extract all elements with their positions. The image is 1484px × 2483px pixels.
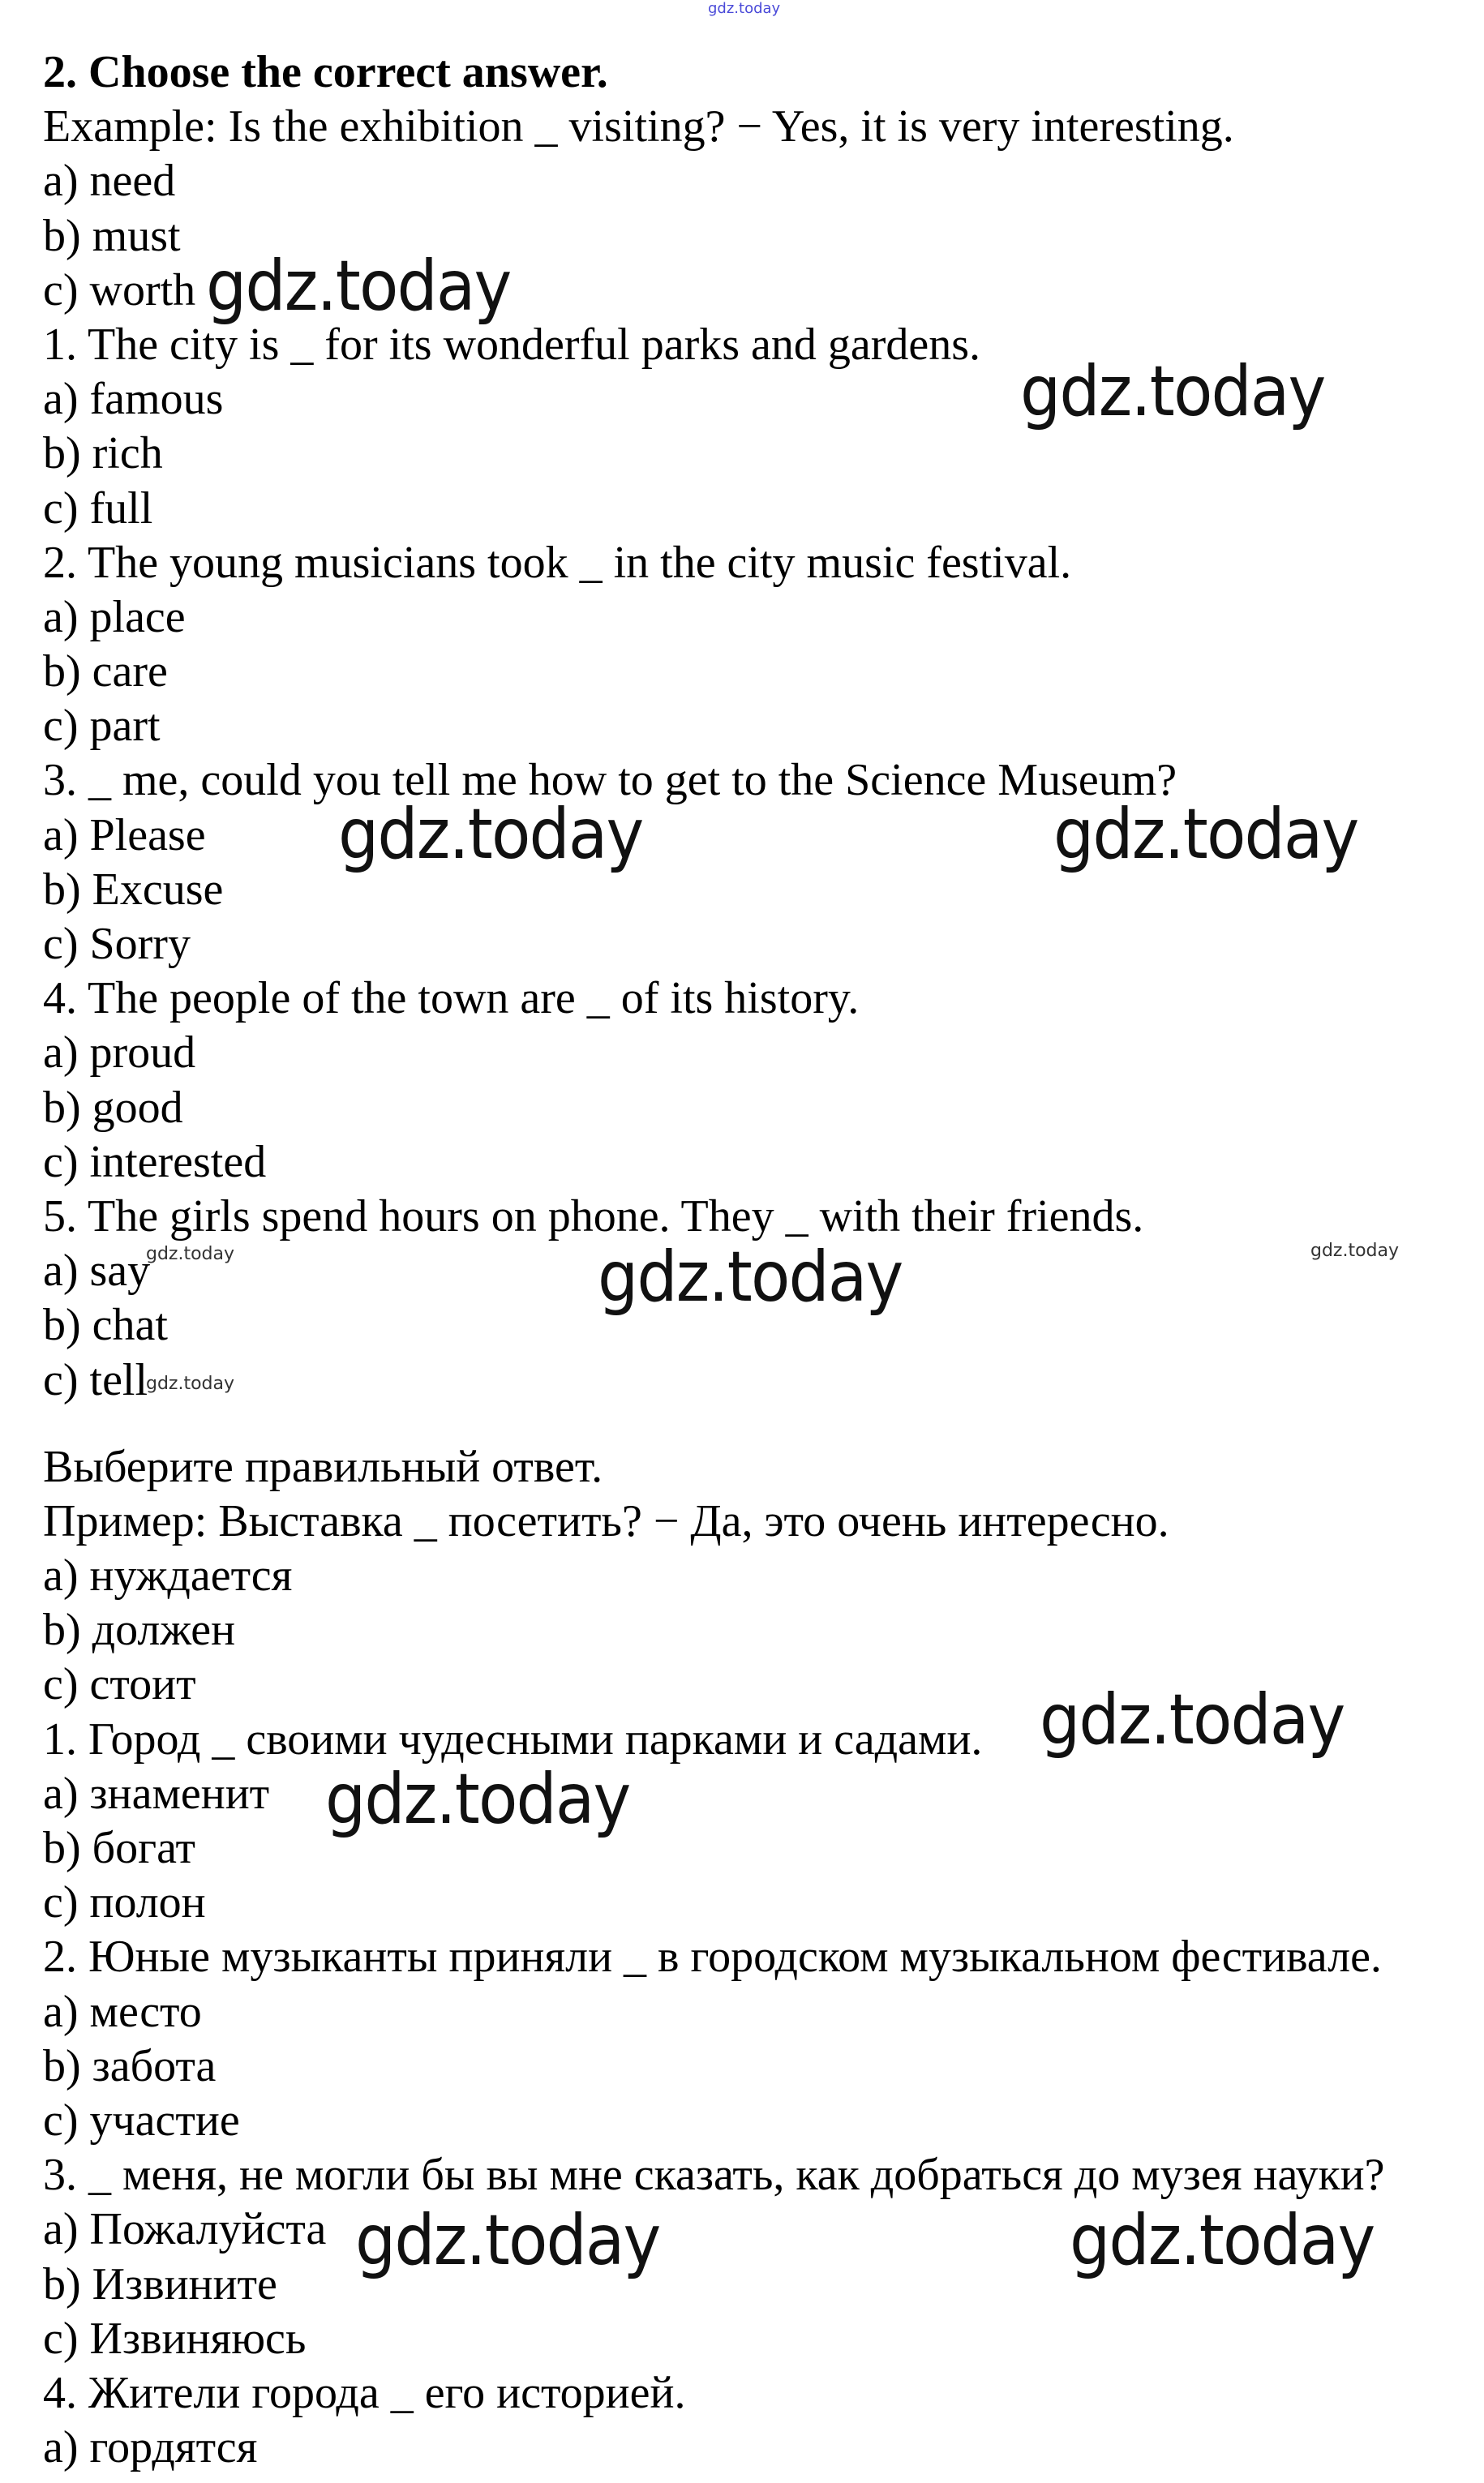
question-text: 3. _ меня, не могли бы вы мне сказать, как добраться до музея науки? — [43, 2150, 1385, 2201]
answer-option: c) Извиняюсь — [43, 2313, 307, 2364]
answer-option: c) стоит — [43, 1659, 196, 1710]
answer-option: c) полон — [43, 1877, 206, 1928]
watermark: gdz.today — [1053, 794, 1358, 875]
question-text: 4. Жители города _ его историей. — [43, 2367, 686, 2418]
answer-option: a) Пожалуйста — [43, 2204, 327, 2255]
answer-option: a) Please — [43, 809, 206, 860]
answer-option: b) должен — [43, 1605, 236, 1656]
watermark-small: gdz.today — [708, 0, 781, 17]
question-text: 5. The girls spend hours on phone. They _ with their friends. — [43, 1190, 1144, 1242]
watermark: gdz.today — [355, 2200, 660, 2281]
answer-option: a) proud — [43, 1027, 196, 1079]
watermark: gdz.today — [1070, 2200, 1375, 2281]
answer-option: b) must — [43, 210, 181, 261]
answer-option: b) забота — [43, 2040, 217, 2091]
answer-option: b) Excuse — [43, 864, 224, 915]
watermark: gdz.today — [206, 246, 511, 327]
watermark-small: gdz.today — [146, 1374, 235, 1394]
answer-option: c) interested — [43, 1136, 267, 1187]
question-text: 4. The people of the town are _ of its history. — [43, 973, 860, 1024]
section-russian — [43, 1440, 1470, 2476]
answer-option: c) full — [43, 482, 153, 534]
question-text: 3. _ me, could you tell me how to get to the Science Museum? — [43, 755, 1177, 806]
watermark: gdz.today — [338, 794, 643, 875]
watermark: gdz.today — [1020, 351, 1325, 432]
translation-title: Выберите правильный ответ. — [43, 1441, 603, 1492]
answer-option: b) богат — [43, 1823, 195, 1873]
question-text: 1. Город _ своими чудесными парками и садами. — [43, 1713, 983, 1765]
answer-option: a) say — [43, 1246, 151, 1297]
answer-option: c) part — [43, 701, 161, 752]
question-text: 2. Юные музыканты приняли _ в городском музыкальном фестивале. — [43, 1932, 1382, 1983]
answer-option: a) знаменит — [43, 1768, 270, 1819]
answer-option: a) famous — [43, 374, 224, 425]
watermark: gdz.today — [325, 1759, 630, 1840]
watermark-small: gdz.today — [1310, 1241, 1400, 1261]
question-text: Пример: Выставка _ посетить? − Да, это очень интересно. — [43, 1495, 1169, 1546]
answer-option: c) worth — [43, 264, 196, 315]
question-text: Example: Is the exhibition _ visiting? − Yes, it is very interesting. — [43, 101, 1234, 152]
question-text: 1. The city is _ for its wonderful parks and gardens. — [43, 319, 981, 370]
answer-option: a) need — [43, 156, 176, 207]
answer-option: b) Извините — [43, 2258, 277, 2309]
answer-option: a) гордятся — [43, 2422, 258, 2473]
watermark: gdz.today — [1040, 1679, 1345, 1760]
answer-option: b) good — [43, 1082, 183, 1133]
answer-option: b) rich — [43, 428, 163, 479]
answer-option: b) chat — [43, 1300, 168, 1351]
exercise-title: 2. Choose the correct answer. — [43, 47, 608, 97]
answer-option: c) tell — [43, 1354, 148, 1405]
answer-option: c) Sorry — [43, 919, 191, 969]
answer-option: a) place — [43, 591, 186, 642]
answer-option: c) участие — [43, 2095, 240, 2146]
watermark-small: gdz.today — [146, 1244, 235, 1264]
watermark: gdz.today — [598, 1237, 903, 1318]
answer-option: b) care — [43, 646, 168, 697]
answer-option: a) место — [43, 1986, 202, 2037]
question-text: 2. The young musicians took _ in the city music festival. — [43, 537, 1072, 588]
answer-option: a) нуждается — [43, 1550, 293, 1602]
